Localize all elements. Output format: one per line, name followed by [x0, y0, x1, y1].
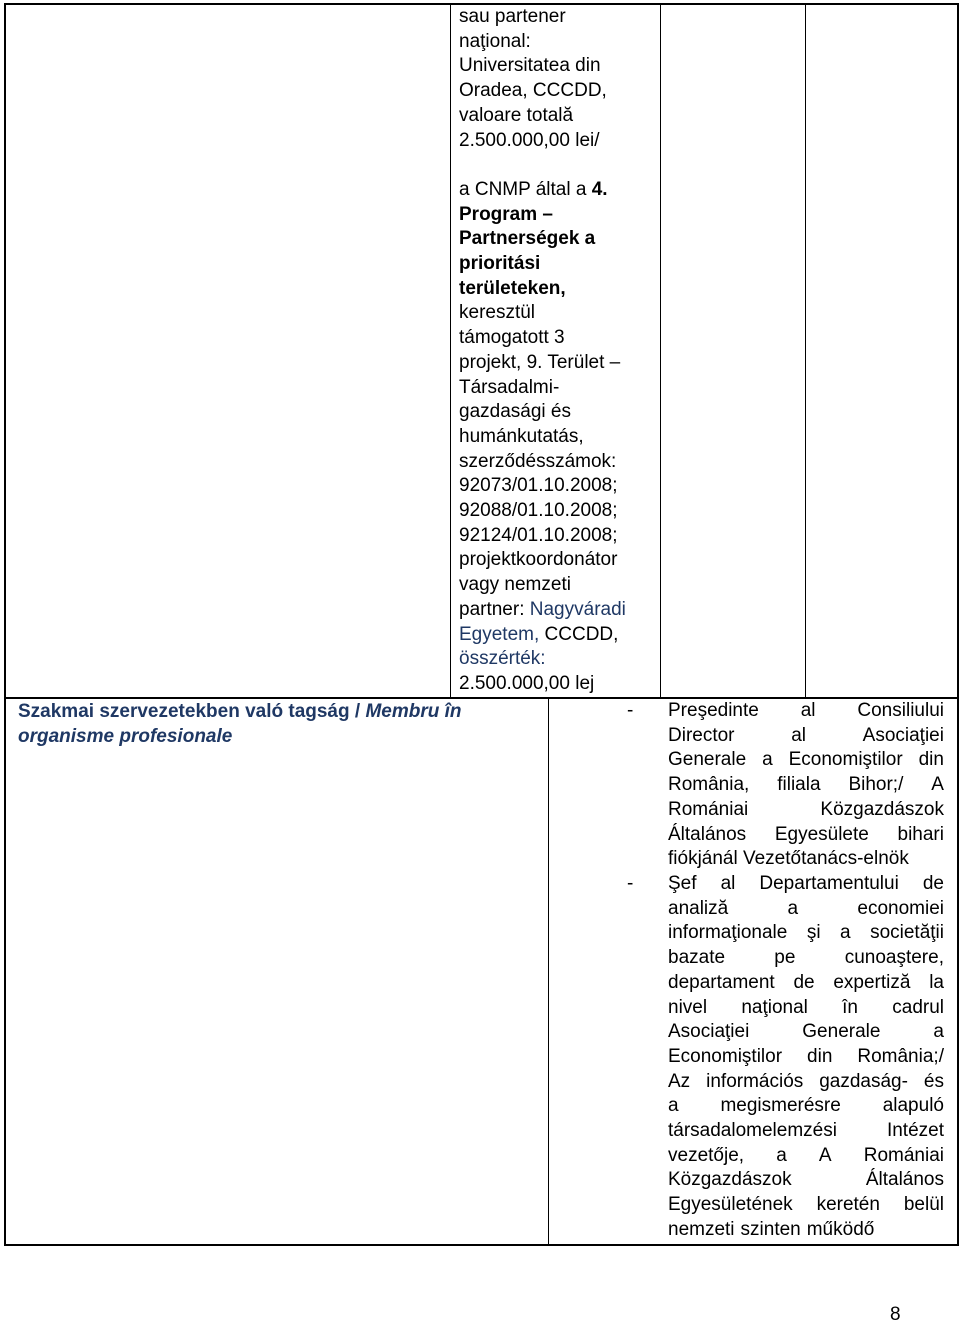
text-line	[459, 178, 659, 203]
word: Director	[668, 724, 735, 746]
text-line	[668, 1218, 944, 1243]
word: a	[776, 1144, 787, 1166]
text-line	[668, 1070, 944, 1095]
text-run: humánkutatás,	[459, 425, 584, 447]
text-run: összérték:	[459, 648, 546, 670]
text-line	[459, 474, 659, 499]
text-line	[668, 1045, 944, 1070]
text-run: a CNMP által a	[459, 178, 592, 200]
word: Közgazdászok	[668, 1169, 792, 1191]
page-number: 8	[890, 1304, 901, 1325]
word: la	[929, 971, 944, 993]
word: cunoaştere,	[844, 947, 944, 969]
word: Romániai	[668, 798, 749, 820]
word: Şef	[668, 873, 697, 894]
text-line	[459, 400, 659, 425]
text-line	[459, 203, 659, 228]
word: Egyesületének	[668, 1194, 793, 1216]
word: Bihor;/	[848, 774, 904, 796]
section-heading	[18, 699, 528, 749]
word: din	[918, 749, 944, 771]
word: al	[800, 700, 816, 721]
project-text-part-a	[459, 5, 659, 153]
word: al	[791, 724, 806, 746]
text-line	[459, 425, 659, 450]
word: a	[762, 749, 773, 771]
text-line	[668, 724, 944, 749]
text-run: projektkoordonátor	[459, 549, 618, 571]
word: társadalomelemzési	[668, 1120, 837, 1142]
word: fiókjánál Vezetőtanács-elnök	[668, 848, 909, 870]
text-run: Program –	[459, 203, 553, 225]
list-bullet-2: -	[627, 873, 634, 894]
text-run: Társadalmi-	[459, 376, 560, 398]
heading-romanian: Membru în organisme profesionale	[18, 701, 462, 747]
text-line	[459, 598, 659, 623]
text-run: CCCDD,	[539, 623, 619, 645]
word: expertiză	[833, 971, 911, 993]
word: filiala	[777, 774, 821, 796]
word: bazate	[668, 947, 726, 969]
word: a	[840, 922, 851, 944]
word: în	[842, 996, 858, 1018]
text-line	[668, 773, 944, 798]
text-line	[668, 872, 944, 897]
text-run: Egyetem,	[459, 623, 540, 645]
text-line	[459, 450, 659, 475]
word: Generale	[668, 749, 747, 771]
col-divider-1	[450, 3, 451, 698]
word: Economiştilor	[788, 749, 903, 771]
word: analiză	[668, 897, 729, 919]
col-divider-3	[805, 3, 806, 698]
text-line	[459, 277, 659, 302]
text-line: Oradea, CCCDD,	[459, 80, 607, 102]
word: Közgazdászok	[820, 798, 944, 820]
text-run: 4.	[591, 178, 608, 200]
table-bottom-border	[4, 1244, 959, 1246]
text-line	[459, 227, 659, 252]
text-line: sau partener	[459, 6, 566, 27]
text-line	[459, 326, 659, 351]
word: cadrul	[892, 996, 944, 1018]
word: nemzeti	[668, 1218, 735, 1240]
text-line	[459, 252, 659, 277]
word: vezetője,	[668, 1144, 745, 1166]
text-run: 92088/01.10.2008;	[459, 500, 618, 522]
text-line: valoare totală	[459, 104, 574, 126]
word: A	[818, 1144, 832, 1166]
text-line	[668, 921, 944, 946]
text-run: területeken,	[459, 277, 566, 299]
word: szinten	[740, 1218, 801, 1240]
word: Asociaţiei	[862, 724, 944, 746]
text-run: projekt, 9. Terület –	[459, 351, 621, 373]
text-line	[668, 1144, 944, 1169]
word: Departamentului	[759, 873, 899, 894]
text-run: gazdasági és	[459, 401, 571, 423]
word: naţional	[741, 996, 808, 1018]
text-line	[459, 376, 659, 401]
word: és	[923, 1070, 944, 1092]
word: al	[720, 873, 736, 894]
list-item-2	[668, 872, 944, 1243]
text-line	[459, 623, 659, 648]
text-line	[668, 1168, 944, 1193]
word: A	[931, 774, 944, 796]
text-run: 92124/01.10.2008;	[459, 524, 618, 546]
text-line	[459, 351, 659, 376]
word: informaţionale	[668, 922, 788, 944]
word: megismerésre	[720, 1095, 841, 1117]
list-item-1	[668, 699, 944, 872]
word: a	[933, 1021, 944, 1043]
list-bullet-1: -	[627, 700, 634, 721]
heading-hungarian: Szakmai szervezetekben való tagság /	[18, 701, 366, 722]
text-line	[668, 748, 944, 773]
text-run: Partnerségek a	[459, 228, 596, 250]
table-left-border	[4, 3, 6, 1246]
word: Általános	[865, 1169, 944, 1191]
text-line	[668, 996, 944, 1021]
word: Általános	[668, 823, 747, 845]
text-run: prioritási	[459, 253, 541, 275]
text-line	[459, 548, 659, 573]
word: de	[793, 971, 815, 993]
text-line	[668, 897, 944, 922]
word: Az	[668, 1070, 691, 1092]
word: Egyesülete	[774, 823, 869, 845]
col-divider-2	[660, 3, 661, 698]
text-line	[459, 301, 659, 326]
text-line	[459, 672, 659, 697]
text-line	[668, 1094, 944, 1119]
table-right-border	[957, 3, 959, 1246]
text-run: keresztül	[459, 302, 536, 324]
word: információs	[706, 1070, 804, 1092]
col-divider-row2	[548, 697, 549, 1245]
text-run: 92073/01.10.2008;	[459, 475, 618, 497]
word: Intézet	[886, 1120, 944, 1142]
word: működő	[806, 1218, 875, 1240]
word: şi	[806, 922, 821, 944]
word: Generale	[802, 1021, 881, 1043]
text-run: vagy nemzeti	[459, 574, 571, 596]
word: belül	[903, 1194, 944, 1216]
text-line	[668, 971, 944, 996]
text-line	[668, 823, 944, 848]
text-line	[459, 647, 659, 672]
text-line	[668, 798, 944, 823]
word: societăţii	[870, 922, 944, 944]
text-line: 2.500.000,00 lei/	[459, 129, 600, 151]
text-line	[459, 573, 659, 598]
word: de	[922, 873, 944, 894]
text-run: Nagyváradi	[529, 598, 626, 620]
word: departament	[668, 971, 775, 993]
word: Economiştilor	[668, 1045, 783, 1067]
word: din	[807, 1045, 833, 1067]
word: Asociaţiei	[668, 1021, 750, 1043]
text-line	[668, 1020, 944, 1045]
word: gazdaság-	[819, 1070, 908, 1092]
text-line	[459, 499, 659, 524]
word: bihari	[897, 823, 944, 845]
word: a	[787, 897, 799, 919]
word: Preşedinte	[668, 700, 759, 721]
word: keretén	[816, 1194, 880, 1216]
word: economiei	[857, 897, 944, 919]
text-run: 2.500.000,00 lej	[459, 672, 595, 694]
text-line	[668, 946, 944, 971]
text-line: naţional:	[459, 30, 531, 52]
text-line	[668, 847, 944, 872]
word: România,	[668, 774, 750, 796]
word: nivel	[668, 996, 708, 1018]
text-run: szerződésszámok:	[459, 450, 617, 472]
project-text-part-b	[459, 178, 659, 697]
text-run: támogatott 3	[459, 327, 565, 349]
word: alapuló	[882, 1095, 944, 1117]
word: a	[668, 1095, 679, 1117]
text-line	[668, 699, 944, 724]
text-line	[668, 1119, 944, 1144]
word: Consiliului	[857, 700, 944, 721]
project-description-cell	[459, 5, 659, 697]
text-run: partner:	[459, 598, 530, 620]
word: pe	[774, 947, 796, 969]
word: Romániai	[863, 1144, 944, 1166]
text-line: Universitatea din	[459, 55, 601, 77]
text-line	[459, 524, 659, 549]
word: România;/	[857, 1045, 944, 1067]
text-line	[668, 1193, 944, 1218]
